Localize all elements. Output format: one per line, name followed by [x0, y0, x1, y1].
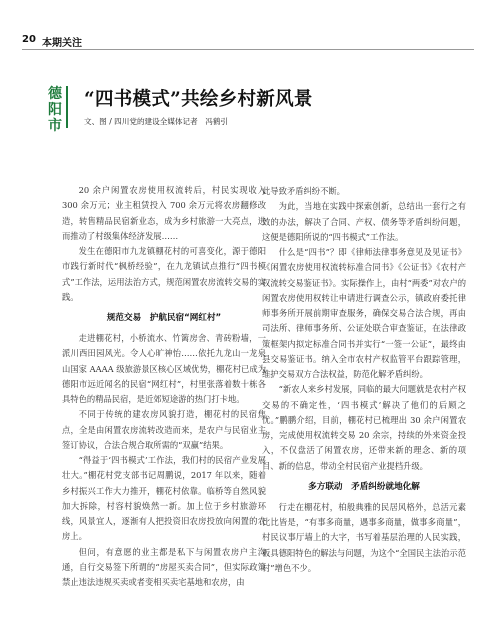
- body-paragraph: 行走在棚花村，柏般典雅的民居风格外，总活元素比比皆是，“有事多商量，遇事多商量，做事多商量”，村民议事厅墙上的大字，书写着基层治理的人民实践，板具德阳特色的解法与问题，为这个“全国民主法治示范村”增色不少。: [262, 501, 466, 573]
- section-title: 本期关注: [42, 38, 82, 49]
- region-char: 市: [48, 118, 62, 134]
- body-paragraph: 此导致矛盾纠纷不断。: [262, 186, 345, 196]
- body-paragraph: 什么是“四书”？即《律师法律事务意见及见证书》《闲置农房使用权流转标准合同书》《公证书》《农村产权流转交易鉴证书》。实际操作上，由村“两委”对农户的闲置农房使用权转让申请进行调查公示，镇政府委托律师事务所开展前期审查服务，确保交易合法合规，再由司法所、律师事务所、公证处联合审查鉴证，在法律政策框架内拟定标准合同书并实行“一签一公证”，最终由县交易鉴证书。纳入全市农村产权监管平台跟踪管理，维护交易双方合法权益，防范化解矛盾纠纷。: [262, 247, 466, 379]
- region-divider: [66, 86, 68, 128]
- body-paragraph: 为此，当地在实践中探索创新，总结出一套行之有效的办法，解决了合同、产权、债务等矛盾纠纷问题，这便是德阳所说的“四书模式”工作法。: [262, 201, 466, 242]
- region-char: 德: [48, 86, 62, 102]
- right-column: [262, 184, 466, 576]
- article-title: “四书模式”共绘乡村新风景: [84, 89, 313, 110]
- body-paragraph: 不同于传统的建农房风貌打造，棚花村的民宿焦点，全是由闲置农房流转改造而来，是农户与民宿业主签订协议，合法合规合取所需的“双赢”结果。: [62, 409, 266, 450]
- subheading: 多方联动 矛盾纠纷就地化解: [308, 481, 420, 492]
- body-paragraph: “得益于‘四书模式’工作法，我们村的民宿产业发展壮大。”棚花村党支部书记周鹏说，2017 年以来，随着乡村振兴工作大力推开，棚花村依靠。临桥等自然风貌加大拆除，村容村貌焕然一新。加上位于乡村旅游环线，风景宜人，逐渐有人把投资旧农房投放向闲置的农房上。: [62, 455, 266, 542]
- body-paragraph: 但问，有意愿的业主都是私下与闲置农房户主沟通，自行交易签下所谓的“房屋买卖合同”，但实际政策禁止违法违规买卖或者变相买卖宅基地和农房，由: [62, 546, 266, 587]
- article-byline: 文、图 / 四川党的建设全媒体记者 冯鹤引: [84, 117, 229, 126]
- page-number: 20: [22, 34, 36, 45]
- body-paragraph: 发生在德阳市九龙镇棚花村的可喜变化，源于德阳市践行新时代“枫桥经验”，在九龙镇试点推行“四书模式”工作法，运用法治方式，规范闲置农房流转交易的实践。: [62, 246, 266, 302]
- header-divider: [22, 49, 474, 50]
- body-paragraph: “新农人来乡村发展，同临的最大问题就是农村产权交易的不确定性，‘四书模式’解决了他们的后顾之忧。”鹏鹏介绍，目前，棚花村已梳理出 30 余户闲置农房，完成使用权流转交易 20 余宗，持续的外来资金投入，不仅盘活了闲置农房，还带来新的理念、新的项目、新的信息，带动全村民宿产业提档升级。: [262, 384, 466, 471]
- body-paragraph: 20 余户闲置农房使用权流转后，村民实现收入 300 余万元；业主租赁投入 700 余万元将农房翻修改造，转售精品民宿新业态，成为乡村旅游一大亮点，进而推动了村级集体经济发展……: [62, 185, 266, 241]
- region-char: 阳: [48, 102, 62, 118]
- left-column: [62, 183, 266, 590]
- subheading: 规范交易 护航民宿“网红村”: [106, 313, 222, 323]
- body-paragraph: 走进棚花村，小桥流水、竹篱房舍、青砖粉墙，一派川西田园风光。令人心旷神怡……依托九龙山一龙泉山国家 AAAA 级旅游景区核心区域优势，棚花村已成为德阳市远近闻名的民宿“网红村”，村里张落着数十栋各具特色的精品民宿，是近郊短途游的热门打卡地。: [62, 333, 266, 404]
- region-tag: [48, 86, 62, 134]
